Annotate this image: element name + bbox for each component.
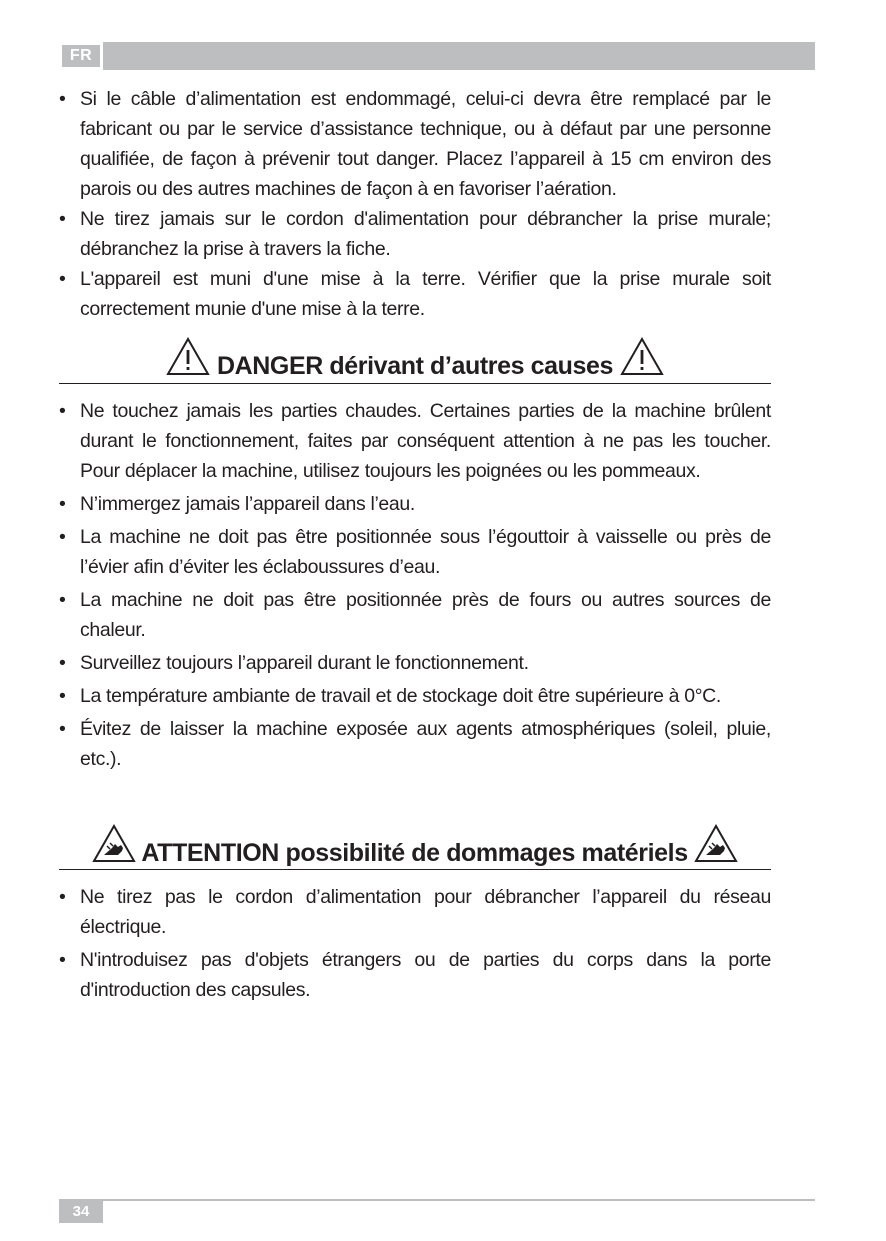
hand-hazard-triangle-icon [694,824,738,864]
language-tag [59,42,103,70]
page-number: 34 [59,1201,103,1223]
list-item-text: Ne tirez pas le cordon d’alimentation pour débrancher l’appareil du réseau électrique. [80,886,771,938]
list-item-text: Ne tirez jamais sur le cordon d'alimentation pour débrancher la prise murale; débranchez la prise à travers la fiche. [80,208,771,260]
safety-list-other-causes [59,396,771,777]
list-item-text: N’immergez jamais l’appareil dans l’eau. [80,493,415,515]
bullet-icon: • [59,589,66,611]
bullet-icon: • [59,88,66,110]
list-item-text: Ne touchez jamais les parties chaudes. Certaines parties de la machine brûlent durant le fonctionnement, faites par conséquent attention à ne pas les toucher. Pour déplacer la machine, utilisez toujours les poignées ou les pommeaux. [80,400,771,482]
list-item [59,585,771,645]
list-item [59,264,771,324]
list-item-text: N'introduisez pas d'objets étrangers ou de parties du corps dans la porte d'introduction des capsules. [80,949,771,1001]
section-heading-attention [59,824,771,870]
list-item [59,945,771,1005]
list-item [59,204,771,264]
bullet-icon: • [59,208,66,230]
warning-triangle-icon [166,337,210,377]
list-item [59,84,771,204]
warning-triangle-icon [620,337,664,377]
safety-list-material-damage [59,882,771,1008]
bullet-icon: • [59,526,66,548]
list-item [59,489,771,519]
bullet-icon: • [59,886,66,908]
bullet-icon: • [59,718,66,740]
header-bar [59,42,815,70]
list-item-text: Évitez de laisser la machine exposée aux agents atmosphériques (soleil, pluie, etc.). [80,718,771,770]
bullet-icon: • [59,652,66,674]
list-item-text: La température ambiante de travail et de stockage doit être supérieure à 0°C. [80,685,721,707]
section-heading-danger [59,337,771,384]
bullet-icon: • [59,685,66,707]
list-item-text: L'appareil est muni d'une mise à la terre. Vérifier que la prise murale soit correctement munie d'une mise à la terre. [80,268,771,320]
list-item-text: Surveillez toujours l’appareil durant le fonctionnement. [80,652,529,674]
bullet-icon: • [59,400,66,422]
list-item-text: La machine ne doit pas être positionnée près de fours ou autres sources de chaleur. [80,589,771,641]
list-item [59,396,771,486]
bullet-icon: • [59,949,66,971]
list-item-text: La machine ne doit pas être positionnée sous l’égouttoir à vaisselle ou près de l’évier afin d’éviter les éclaboussures d’eau. [80,526,771,578]
list-item [59,714,771,774]
list-item [59,681,771,711]
bullet-icon: • [59,268,66,290]
safety-list-power [59,84,771,324]
bullet-icon: • [59,493,66,515]
list-item [59,648,771,678]
section-heading-text: DANGER dérivant d’autres causes [216,352,614,380]
language-label: FR [62,45,100,67]
section-heading-text: ATTENTION possibilité de dommages matériels [141,839,688,867]
list-item [59,522,771,582]
hand-hazard-triangle-icon [92,824,136,864]
list-item [59,882,771,942]
list-item-text: Si le câble d’alimentation est endommagé, celui-ci devra être remplacé par le fabricant ou par le service d’assistance technique, ou à défaut par une personne qualifiée, de façon à prévenir tout danger. Placez l’appareil à 15 cm environ des parois ou des autres machines de façon à en favoriser l’aération. [80,88,771,200]
footer-divider [59,1199,815,1201]
